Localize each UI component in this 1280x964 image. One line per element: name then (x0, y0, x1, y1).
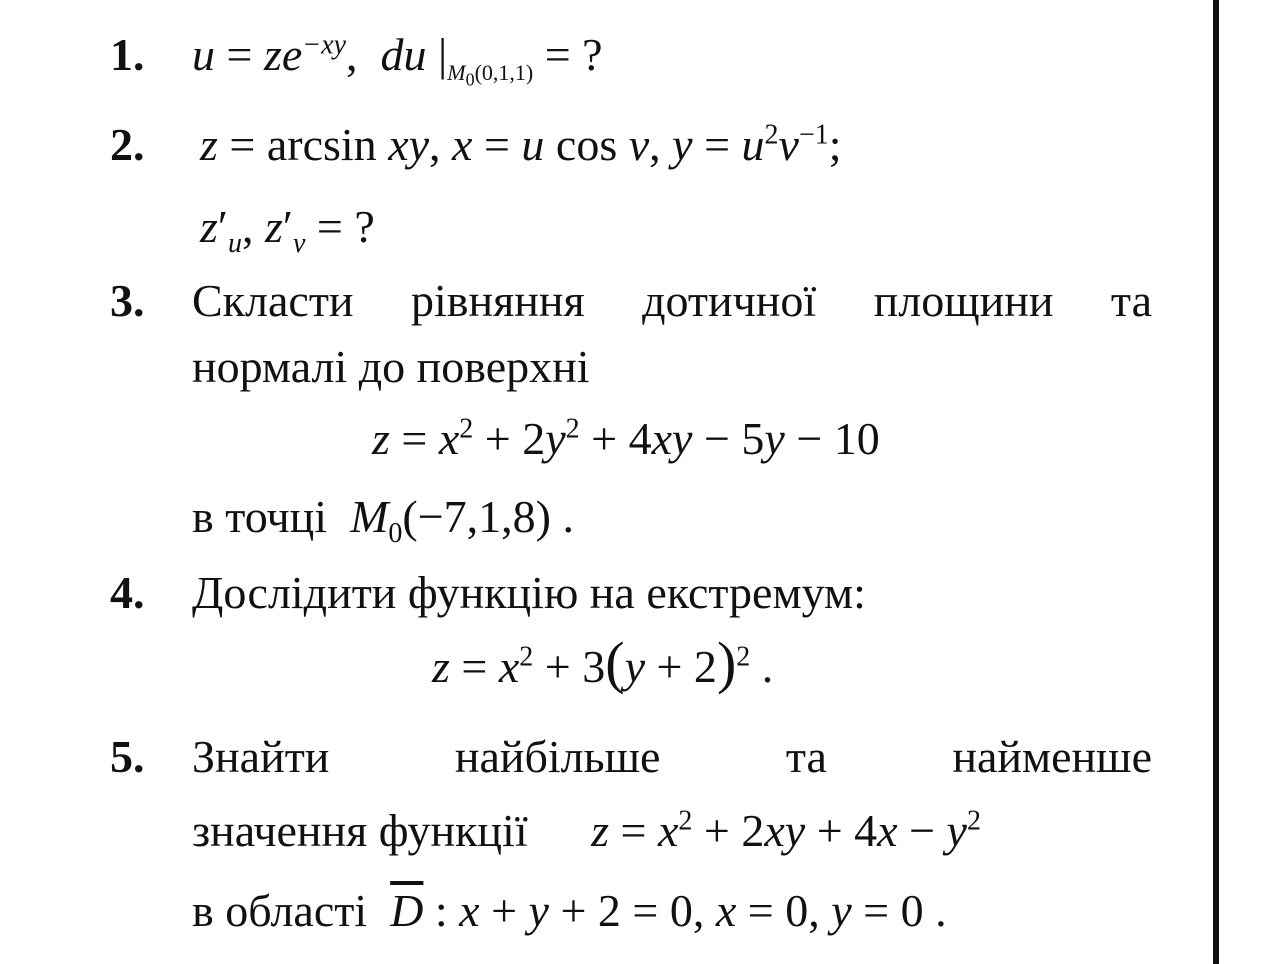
item-1-number: 1. (110, 29, 145, 80)
formula-5-region: $\overline{D}$ : x + y + 2 = 0, x = 0, y = 0 . (390, 885, 947, 936)
item-3-text-line3 (192, 490, 574, 550)
item-5-text-line2 (192, 804, 981, 857)
item-3-point-prefix: в точці (192, 491, 328, 542)
item-2-number: 2. (110, 119, 145, 170)
formula-2a: z = arcsin xy, x = u cos v, $y = u^2v^{-1}$; (200, 119, 842, 170)
formula-1: $u = ze^{-xy}$, du $|_{M_0(0,1,1)}$ = ? (192, 29, 603, 90)
item-5-number: 5. (110, 731, 145, 782)
formula-2b: $z'_u$, $z'_v$ = ? (200, 201, 375, 260)
item-5-region-prefix: в області (192, 885, 368, 936)
item-4-text: Дослідити функцію на екстремум: (192, 567, 866, 618)
formula-3-point: $M_0(-7,1,8)$ . (350, 491, 574, 550)
formula-5: $z = x^2 + 2xy + 4x - y^2$ (591, 805, 981, 856)
item-3-text-line1: Скласти рівняння дотичної площини та (192, 275, 1152, 326)
item-5-text-line1: Знайти найбільше та найменше (192, 731, 1152, 782)
formula-4: $z = x^2 + 3(y + 2)^2$ . (432, 630, 774, 695)
right-border-line (1213, 0, 1219, 964)
formula-3: $z = x^2 + 2y^2 + 4xy - 5y - 10$ (372, 413, 880, 464)
item-4-number: 4. (110, 567, 145, 618)
item-5-function-prefix: значення функції (192, 805, 528, 856)
item-3-number: 3. (110, 275, 145, 326)
item-5-text-line3 (192, 884, 947, 937)
item-3-text-line2: нормалі до поверхні (192, 341, 590, 392)
